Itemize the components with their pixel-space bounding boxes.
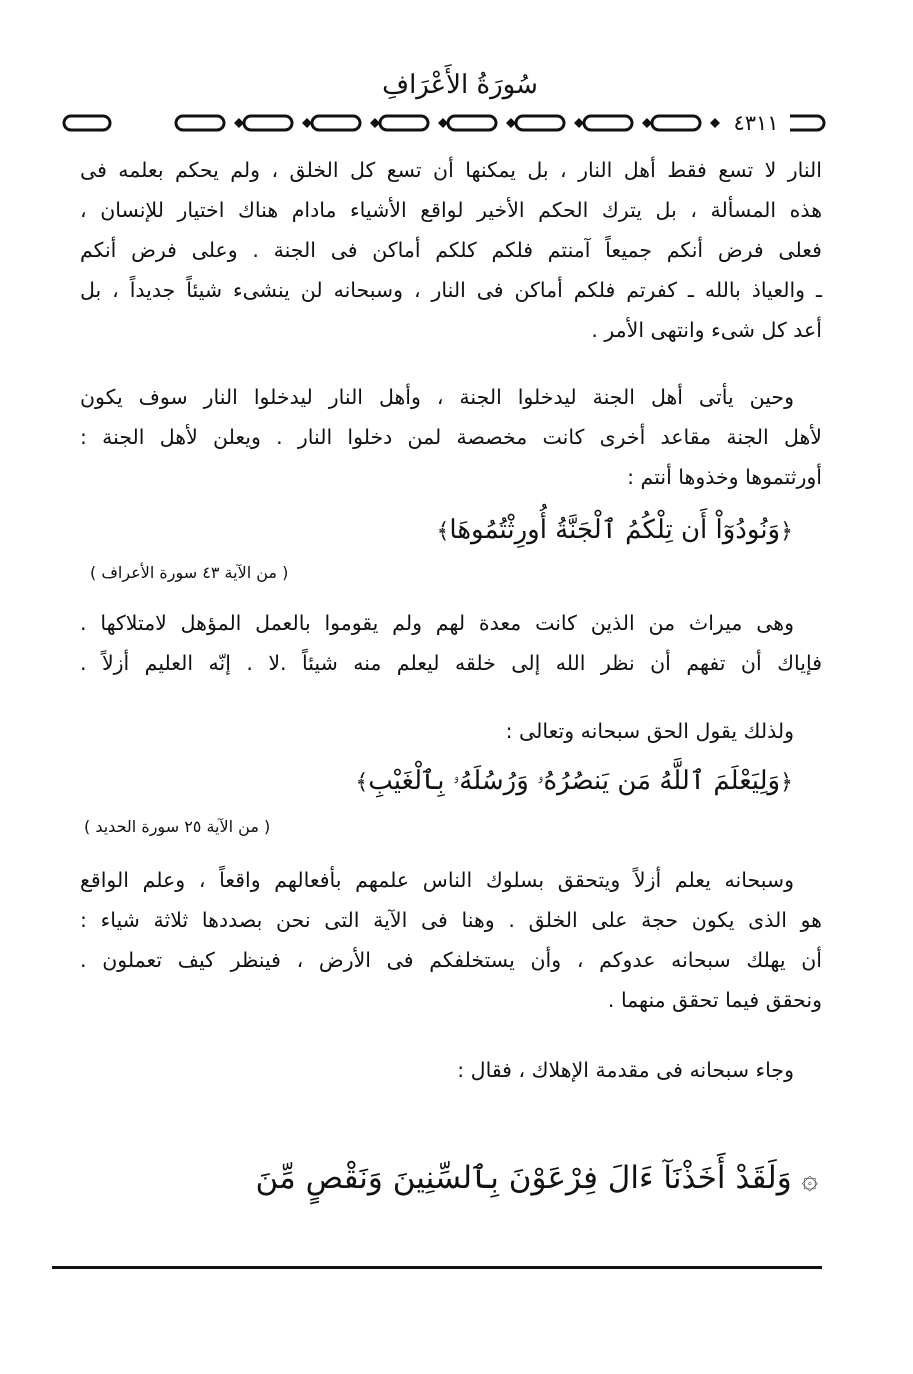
quran-verse-3 bbox=[256, 1160, 818, 1196]
verse-text: وَلَقَدْ أَخَذْنَآ ءَالَ فِرْعَوْنَ بِٱلسِّنِينَ وَنَقْصٍ مِّنَ bbox=[255, 1160, 792, 1196]
text-line: ولذلك يقول الحق سبحانه وتعالى : bbox=[505, 719, 794, 743]
text-line: أورثتموها وخذوها أنتم : bbox=[627, 465, 822, 489]
header-ornamental-rule bbox=[58, 108, 830, 138]
verse-reference-1: ( من الآية ٤٣ سورة الأعراف ) bbox=[90, 563, 289, 582]
verse-reference-2: ( من الآية ٢٥ سورة الحديد ) bbox=[84, 817, 271, 836]
paragraph-3 bbox=[80, 603, 822, 683]
text-line: لأهل الجنة مقاعد أخرى كانت مخصصة لمن دخلوا النار . ويعلن لأهل الجنة : bbox=[80, 425, 822, 449]
surah-title: سُورَةُ الأَعْرَافِ bbox=[382, 70, 538, 100]
verse-open-bracket: ﴿ bbox=[780, 519, 793, 544]
text-line: وجاء سبحانه فى مقدمة الإهلاك ، فقال : bbox=[457, 1058, 794, 1082]
text-line: ونحقق فيما تحقق منهما . bbox=[607, 988, 822, 1012]
footer-rule bbox=[52, 1266, 822, 1269]
paragraph-2 bbox=[80, 377, 822, 497]
rub-el-hizb-ornament-icon: ۞ bbox=[801, 1162, 818, 1195]
verse-close-bracket: ﴾ bbox=[355, 770, 369, 795]
text-line: وسبحانه يعلم أزلاً ويتحقق بسلوك الناس علمهم بأفعالهم واقعاً ، وعلم الواقع bbox=[80, 868, 794, 892]
paragraph-6 bbox=[80, 1050, 822, 1090]
text-line: هو الذى يكون حجة على الخلق . وهنا فى الآية التى نحن بصددها ثلاثة شياء : bbox=[80, 908, 822, 932]
text-line: أن يهلك سبحانه عدوكم ، وأن يستخلفكم فى الأرض ، فينظر كيف تعملون . bbox=[80, 948, 822, 972]
text-line: أعد كل شىء وانتهى الأمر . bbox=[591, 318, 822, 342]
page-number: ٤٣١١ bbox=[722, 110, 790, 136]
text-line: وحين يأتى أهل الجنة ليدخلوا الجنة ، وأهل النار ليدخلوا النار سوف يكون bbox=[80, 385, 794, 409]
verse-text: وَلِيَعْلَمَ ٱللَّهُ مَن يَنصُرُهُۥ وَرُسُلَهُۥ بِٱلْغَيْبِ bbox=[368, 766, 781, 796]
paragraph-4 bbox=[80, 711, 822, 751]
quran-verse-1 bbox=[437, 515, 793, 545]
text-line: فعلى فرض أنكم جميعاً آمنتم فلكم كلكم أماكن فى الجنة . وعلى فرض أنكم bbox=[80, 238, 822, 262]
verse-text: وَنُودُوٓاْ أَن تِلْكُمُ ٱلْجَنَّةُ أُورِثْتُمُوهَا bbox=[449, 515, 781, 545]
text-line: فإياك أن تفهم أن نظر الله إلى خلقه ليعلم منه شيئاً .لا . إنّه العليم أزلاً . bbox=[80, 651, 822, 675]
verse-open-bracket: ﴿ bbox=[780, 770, 793, 795]
text-line: النار لا تسع فقط أهل النار ، بل يمكنها أن تسع كل الخلق ، ولم يحكم بعلمه فى bbox=[80, 158, 822, 182]
paragraph-1 bbox=[80, 150, 822, 350]
text-line: هذه المسألة ، بل يترك الحكم الأخير لواقع الأشياء مادام هناك اختيار للإنسان ، bbox=[80, 198, 822, 222]
quran-verse-2 bbox=[355, 766, 793, 797]
text-line: وهى ميراث من الذين كانت معدة لهم ولم يقوموا بالعمل المؤهل لامتلاكها . bbox=[80, 611, 794, 635]
paragraph-5 bbox=[80, 860, 822, 1020]
verse-close-bracket: ﴾ bbox=[436, 519, 450, 544]
text-line: ـ والعياذ بالله ـ كفرتم فلكم أماكن فى النار ، وسبحانه لن ينشىء شيئاً جديداً ، بل bbox=[80, 278, 822, 302]
